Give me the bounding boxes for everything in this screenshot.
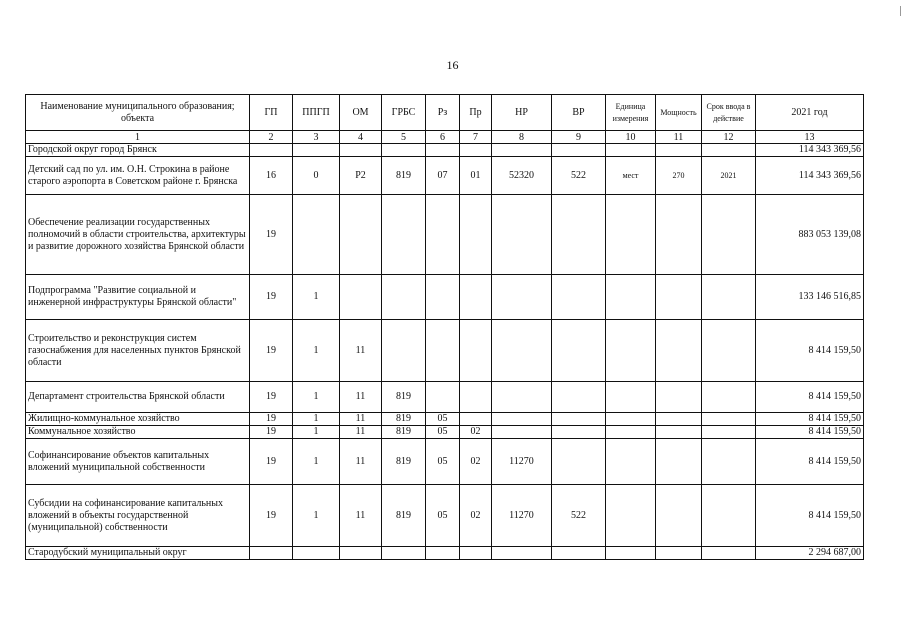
row-rz: 05: [426, 426, 460, 439]
row-amount: 8 414 159,50: [756, 382, 864, 413]
row-capacity: 270: [656, 157, 702, 195]
row-ppgp: 1: [293, 382, 340, 413]
row-gp: [250, 144, 293, 157]
row-nr: [492, 144, 552, 157]
column-number: 4: [340, 131, 382, 144]
row-term: [702, 547, 756, 560]
row-unit: [606, 320, 656, 382]
row-nr: [492, 547, 552, 560]
row-rz: [426, 275, 460, 320]
row-amount: 114 343 369,56: [756, 144, 864, 157]
row-amount: 133 146 516,85: [756, 275, 864, 320]
header-year: 2021 год: [756, 95, 864, 131]
row-term: [702, 320, 756, 382]
row-term: [702, 413, 756, 426]
row-grbs: [382, 144, 426, 157]
row-grbs: [382, 547, 426, 560]
header-term: Срок ввода в действие: [702, 95, 756, 131]
row-om: [340, 144, 382, 157]
row-om: 11: [340, 320, 382, 382]
row-nr: [492, 320, 552, 382]
row-unit: [606, 144, 656, 157]
row-term: 2021: [702, 157, 756, 195]
row-vr: [552, 413, 606, 426]
row-term: [702, 382, 756, 413]
row-capacity: [656, 547, 702, 560]
table-row: [26, 426, 864, 439]
row-name: Стародубский муниципальный округ: [26, 547, 250, 560]
header-nr: НР: [492, 95, 552, 131]
row-amount: 114 343 369,56: [756, 157, 864, 195]
row-vr: 522: [552, 485, 606, 547]
table-row: [26, 157, 864, 195]
row-term: [702, 485, 756, 547]
row-om: 11: [340, 439, 382, 485]
header-unit: Единица измерения: [606, 95, 656, 131]
row-name: Обеспечение реализации государственных полномочий в области строительства, архитектуры и развитие дорожного хозяйства Брянской области: [26, 195, 250, 275]
row-rz: 05: [426, 485, 460, 547]
row-name: Детский сад по ул. им. О.Н. Строкина в районе старого аэропорта в Советском районе г. Брянска: [26, 157, 250, 195]
row-pr: [460, 547, 492, 560]
row-nr: [492, 426, 552, 439]
table-row: [26, 485, 864, 547]
row-amount: 8 414 159,50: [756, 426, 864, 439]
row-gp: 19: [250, 320, 293, 382]
column-number: 10: [606, 131, 656, 144]
row-capacity: [656, 382, 702, 413]
budget-table: [25, 94, 864, 560]
row-nr: 52320: [492, 157, 552, 195]
row-unit: [606, 485, 656, 547]
column-number: 6: [426, 131, 460, 144]
row-grbs: [382, 195, 426, 275]
row-vr: [552, 275, 606, 320]
column-number: 9: [552, 131, 606, 144]
row-ppgp: [293, 144, 340, 157]
row-rz: 05: [426, 413, 460, 426]
table-row: [26, 439, 864, 485]
row-vr: [552, 195, 606, 275]
column-number: 8: [492, 131, 552, 144]
row-om: 11: [340, 413, 382, 426]
row-amount: 8 414 159,50: [756, 320, 864, 382]
row-vr: [552, 144, 606, 157]
row-unit: мест: [606, 157, 656, 195]
row-ppgp: 1: [293, 439, 340, 485]
row-pr: [460, 320, 492, 382]
row-amount: 8 414 159,50: [756, 485, 864, 547]
table-row: [26, 195, 864, 275]
row-gp: 19: [250, 275, 293, 320]
row-rz: [426, 382, 460, 413]
row-unit: [606, 382, 656, 413]
row-grbs: 819: [382, 382, 426, 413]
row-term: [702, 439, 756, 485]
column-number: 13: [756, 131, 864, 144]
row-nr: 11270: [492, 485, 552, 547]
row-amount: 2 294 687,00: [756, 547, 864, 560]
row-pr: [460, 195, 492, 275]
row-ppgp: 1: [293, 320, 340, 382]
table-row: [26, 144, 864, 157]
row-unit: [606, 439, 656, 485]
row-grbs: [382, 275, 426, 320]
row-rz: [426, 144, 460, 157]
row-unit: [606, 413, 656, 426]
row-rz: [426, 195, 460, 275]
row-pr: 02: [460, 426, 492, 439]
row-name: Коммунальное хозяйство: [26, 426, 250, 439]
row-om: [340, 195, 382, 275]
header-vr: ВР: [552, 95, 606, 131]
row-vr: 522: [552, 157, 606, 195]
row-pr: [460, 275, 492, 320]
header-om: ОМ: [340, 95, 382, 131]
header-grbs: ГРБС: [382, 95, 426, 131]
row-capacity: [656, 144, 702, 157]
row-grbs: [382, 320, 426, 382]
row-ppgp: 1: [293, 413, 340, 426]
row-name: Софинансирование объектов капитальных вложений муниципальной собственности: [26, 439, 250, 485]
row-term: [702, 426, 756, 439]
row-rz: [426, 320, 460, 382]
row-om: 11: [340, 426, 382, 439]
page-number: 16: [446, 58, 459, 72]
column-number: 3: [293, 131, 340, 144]
row-om: 11: [340, 485, 382, 547]
row-ppgp: [293, 547, 340, 560]
row-name: Подпрограмма "Развитие социальной и инженерной инфраструктуры Брянской области": [26, 275, 250, 320]
row-rz: 05: [426, 439, 460, 485]
row-gp: 19: [250, 439, 293, 485]
row-ppgp: 1: [293, 426, 340, 439]
row-amount: 883 053 139,08: [756, 195, 864, 275]
row-unit: [606, 426, 656, 439]
row-gp: 19: [250, 485, 293, 547]
row-vr: [552, 426, 606, 439]
row-pr: 02: [460, 485, 492, 547]
row-om: Р2: [340, 157, 382, 195]
row-capacity: [656, 275, 702, 320]
row-pr: 02: [460, 439, 492, 485]
table-row: [26, 382, 864, 413]
row-gp: 19: [250, 195, 293, 275]
row-name: Городской округ город Брянск: [26, 144, 250, 157]
scan-edge-mark: [900, 6, 901, 16]
row-pr: 01: [460, 157, 492, 195]
row-gp: 19: [250, 426, 293, 439]
column-number: 5: [382, 131, 426, 144]
row-capacity: [656, 320, 702, 382]
row-gp: [250, 547, 293, 560]
row-capacity: [656, 413, 702, 426]
row-vr: [552, 382, 606, 413]
row-nr: 11270: [492, 439, 552, 485]
row-term: [702, 275, 756, 320]
row-gp: 19: [250, 382, 293, 413]
row-nr: [492, 413, 552, 426]
row-capacity: [656, 195, 702, 275]
row-pr: [460, 382, 492, 413]
row-unit: [606, 547, 656, 560]
column-number: 1: [26, 131, 250, 144]
row-amount: 8 414 159,50: [756, 439, 864, 485]
table-row: [26, 320, 864, 382]
row-capacity: [656, 439, 702, 485]
row-vr: [552, 439, 606, 485]
row-nr: [492, 195, 552, 275]
row-term: [702, 195, 756, 275]
row-pr: [460, 144, 492, 157]
row-om: [340, 547, 382, 560]
row-ppgp: 1: [293, 275, 340, 320]
row-rz: 07: [426, 157, 460, 195]
row-term: [702, 144, 756, 157]
row-capacity: [656, 426, 702, 439]
column-number-row: [26, 131, 864, 144]
header-rz: Рз: [426, 95, 460, 131]
header-row: [26, 95, 864, 131]
row-nr: [492, 382, 552, 413]
header-ppgp: ППГП: [293, 95, 340, 131]
column-number: 7: [460, 131, 492, 144]
row-name: Департамент строительства Брянской области: [26, 382, 250, 413]
row-vr: [552, 320, 606, 382]
row-ppgp: 1: [293, 485, 340, 547]
row-capacity: [656, 485, 702, 547]
row-name: Жилищно-коммунальное хозяйство: [26, 413, 250, 426]
row-gp: 16: [250, 157, 293, 195]
row-unit: [606, 195, 656, 275]
row-rz: [426, 547, 460, 560]
row-name: Строительство и реконструкция систем газоснабжения для населенных пунктов Брянской области: [26, 320, 250, 382]
row-nr: [492, 275, 552, 320]
row-grbs: 819: [382, 439, 426, 485]
table-row: [26, 547, 864, 560]
row-ppgp: [293, 195, 340, 275]
table-row: [26, 413, 864, 426]
row-om: 11: [340, 382, 382, 413]
column-number: 2: [250, 131, 293, 144]
table-row: [26, 275, 864, 320]
row-gp: 19: [250, 413, 293, 426]
row-name: Субсидии на софинансирование капитальных вложений в объекты государственной (муниципальной) собственности: [26, 485, 250, 547]
column-number: 12: [702, 131, 756, 144]
header-pr: Пр: [460, 95, 492, 131]
row-grbs: 819: [382, 485, 426, 547]
header-gp: ГП: [250, 95, 293, 131]
row-pr: [460, 413, 492, 426]
header-name: Наименование муниципального образования; объекта: [26, 95, 250, 131]
row-grbs: 819: [382, 157, 426, 195]
row-ppgp: 0: [293, 157, 340, 195]
row-grbs: 819: [382, 426, 426, 439]
column-number: 11: [656, 131, 702, 144]
row-unit: [606, 275, 656, 320]
row-om: [340, 275, 382, 320]
header-capacity: Мощность: [656, 95, 702, 131]
row-vr: [552, 547, 606, 560]
row-amount: 8 414 159,50: [756, 413, 864, 426]
row-grbs: 819: [382, 413, 426, 426]
